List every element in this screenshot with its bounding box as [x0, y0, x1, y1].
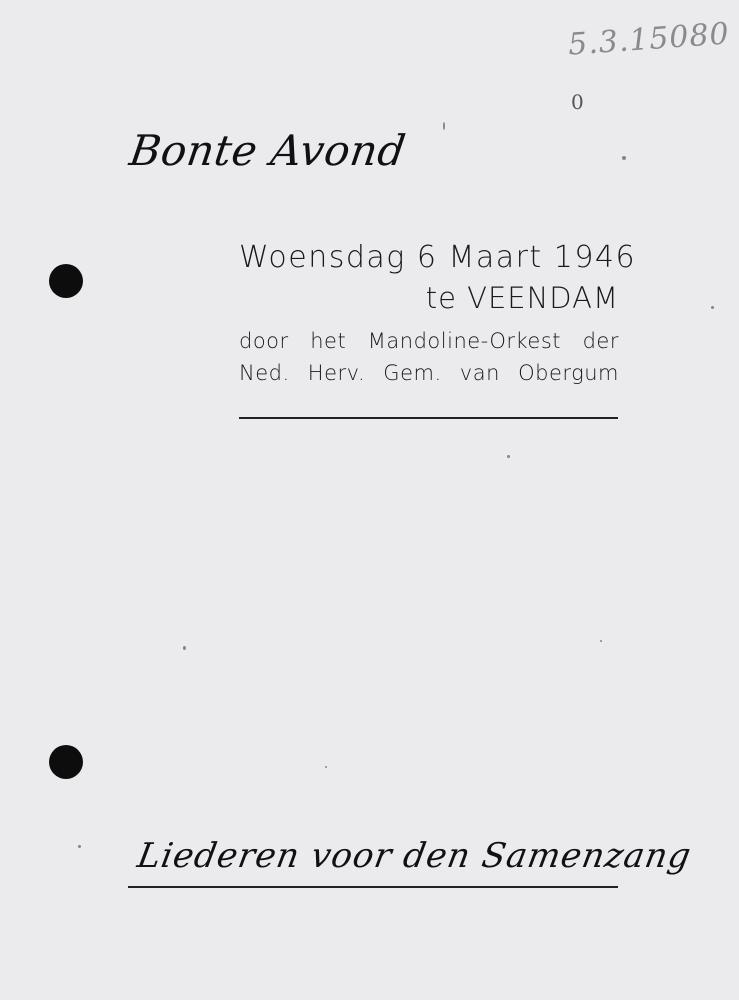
paper-speck	[711, 306, 714, 309]
subtitle-underline	[128, 886, 618, 888]
punch-hole-top	[49, 264, 83, 298]
archive-number: 5.3.15080	[566, 16, 731, 63]
paper-speck	[507, 455, 510, 458]
event-date: Woensdag 6 Maart 1946	[239, 240, 637, 275]
event-performer-intro: door het Mandoline-Orkest der	[239, 329, 619, 353]
paper-speck	[622, 156, 626, 160]
paper-speck	[443, 122, 445, 130]
divider-rule	[239, 417, 618, 419]
paper-speck	[78, 845, 81, 848]
page-title: Bonte Avond	[126, 126, 409, 175]
event-info	[239, 240, 637, 385]
punch-hole-bottom	[49, 745, 83, 779]
songbook-subtitle: Liederen voor den Samenzang	[134, 836, 695, 876]
paper-speck	[183, 646, 186, 650]
event-place: te VEENDAM	[425, 281, 619, 315]
archive-mark: 0	[571, 90, 584, 114]
paper-speck	[325, 766, 327, 768]
event-organization: Ned. Herv. Gem. van Obergum	[239, 361, 619, 385]
paper-speck	[600, 640, 602, 642]
